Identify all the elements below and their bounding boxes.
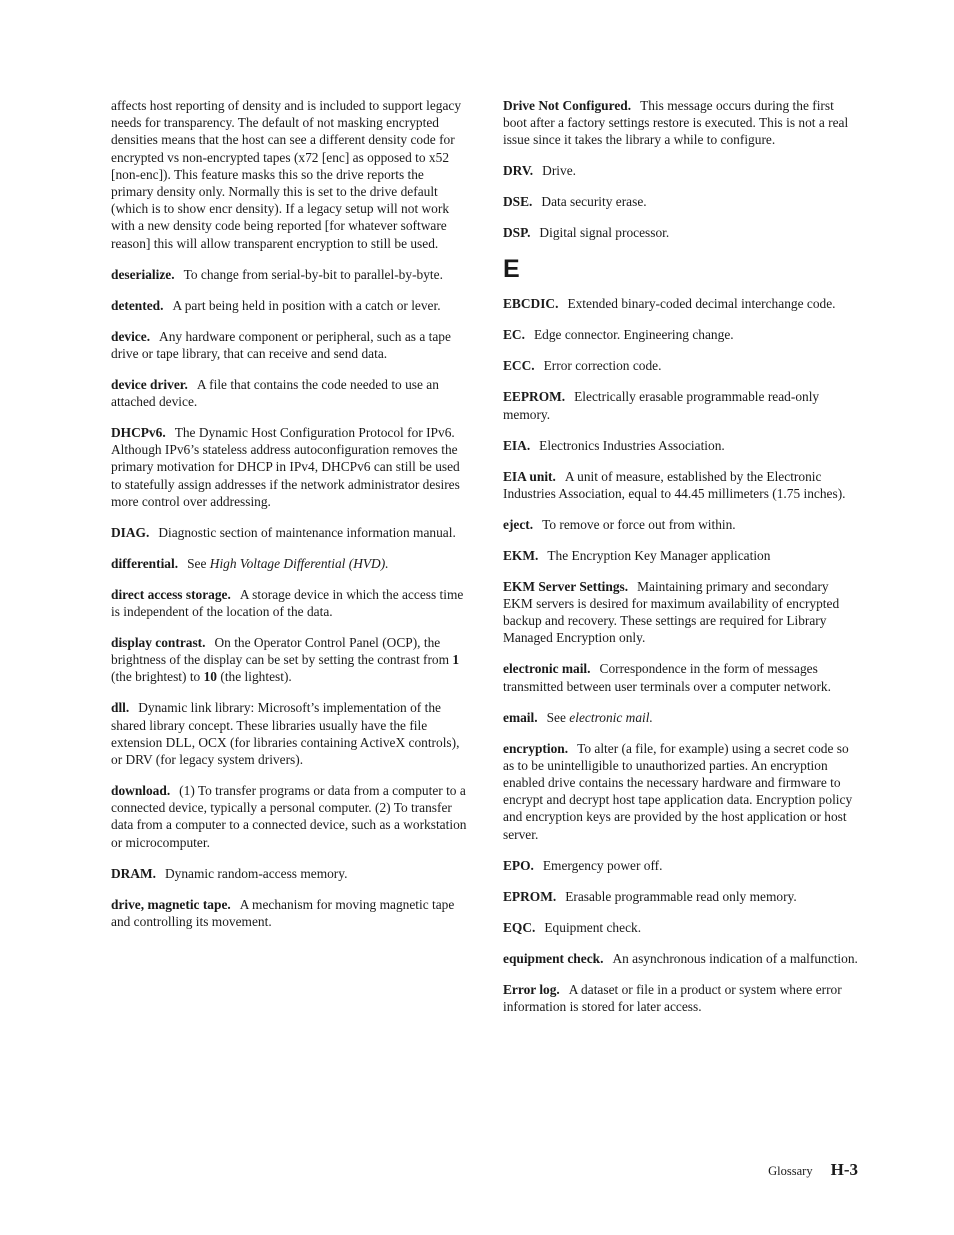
- entry-term: detented.: [111, 297, 164, 313]
- entry-term: encryption.: [503, 740, 569, 756]
- glossary-entry-device: [111, 328, 467, 362]
- glossary-entry-drive-not-configured: [503, 97, 859, 149]
- entry-definition: A file that contains the code needed to use an attached device.: [111, 376, 439, 410]
- entry-definition: Error correction code.: [543, 358, 662, 374]
- contrast-max-value: 10: [203, 669, 217, 685]
- entry-term: EC.: [503, 327, 525, 343]
- glossary-entry-direct-access-storage: [111, 586, 467, 620]
- glossary-entry-diag: [111, 524, 467, 541]
- cross-reference-link: High Voltage Differential (HVD).: [209, 555, 389, 571]
- glossary-entry-dsp: [503, 224, 859, 241]
- entry-term: EQC.: [503, 919, 536, 935]
- entry-definition: (the lightest).: [220, 669, 292, 685]
- entry-term: download.: [111, 783, 171, 799]
- entry-term: EIA unit.: [503, 468, 556, 484]
- entry-term: DRAM.: [111, 865, 156, 881]
- entry-term: display contrast.: [111, 635, 206, 651]
- entry-term: EBCDIC.: [503, 296, 559, 312]
- entry-definition: Drive.: [542, 163, 577, 179]
- entry-term: differential.: [111, 555, 179, 571]
- entry-definition: Erasable programmable read only memory.: [565, 888, 797, 904]
- glossary-entry-drv: [503, 162, 859, 179]
- page-footer: [768, 1160, 858, 1180]
- entry-term: DSE.: [503, 194, 533, 210]
- glossary-entry-differential: [111, 555, 467, 572]
- entry-definition: Dynamic random-access memory.: [165, 865, 348, 881]
- entry-definition: Dynamic link library: Microsoft’s implementation of the shared library concept. These libraries usually have the file extension DLL, OCX (for libraries containing ActiveX controls), or DRV (for legacy system drivers).: [111, 700, 460, 768]
- entry-term: deserialize.: [111, 266, 175, 282]
- entry-definition: Emergency power off.: [542, 857, 663, 873]
- glossary-entry-eqc: [503, 919, 859, 936]
- entry-definition: A storage device in which the access time is independent of the location of the data.: [111, 586, 464, 620]
- footer-section-label: Glossary: [768, 1164, 813, 1178]
- entry-definition: Electrically erasable programmable read-only memory.: [503, 389, 820, 422]
- glossary-entry-display-contrast: [111, 634, 467, 686]
- glossary-entry-eject: [503, 516, 859, 533]
- glossary-entry-ekm-server-settings: [503, 578, 859, 647]
- entry-definition: To change from serial-by-bit to parallel-by-byte.: [183, 266, 443, 282]
- entry-definition: A unit of measure, established by the Electronic Industries Association, equal to 44.45 millimeters (1.75 inches).: [503, 468, 846, 501]
- entry-term: dll.: [111, 700, 130, 716]
- entry-term: EIA.: [503, 437, 531, 453]
- glossary-entry-ecc: [503, 357, 859, 374]
- entry-term: ECC.: [503, 358, 535, 374]
- entry-definition: Digital signal processor.: [539, 225, 670, 241]
- contrast-min-value: 1: [452, 652, 460, 668]
- entry-definition: To remove or force out from within.: [542, 516, 736, 532]
- entry-definition: Diagnostic section of maintenance information manual.: [158, 524, 456, 540]
- entry-term: electronic mail.: [503, 661, 591, 677]
- glossary-entry-dram: [111, 865, 467, 882]
- glossary-entry-eeprom: [503, 388, 859, 422]
- entry-definition: Equipment check.: [544, 919, 642, 935]
- glossary-entry-ec: [503, 326, 859, 343]
- entry-term: eject.: [503, 516, 534, 532]
- entry-definition: A part being held in position with a catch or lever.: [172, 297, 441, 313]
- entry-term: drive, magnetic tape.: [111, 896, 231, 912]
- glossary-entry-epo: [503, 857, 859, 874]
- entry-definition: Data security erase.: [541, 194, 647, 210]
- entry-term: EEPROM.: [503, 389, 566, 405]
- entry-term: equipment check.: [503, 950, 604, 966]
- glossary-entry-ebcdic: [503, 295, 859, 312]
- entry-definition: A dataset or file in a product or system where error information is stored for later access.: [503, 981, 842, 1014]
- glossary-entry-eia: [503, 437, 859, 454]
- entry-definition: Any hardware component or peripheral, such as a tape drive or tape library, that can receive and send data.: [111, 328, 451, 361]
- entry-definition: The Dynamic Host Configuration Protocol for IPv6. Although IPv6’s stateless address autoconfiguration removes the primary motivation for DHCP in IPv4, DHCPv6 can still be used to statefully assign addresses if the network administrator desires more control over addressing.: [111, 425, 460, 509]
- entry-term: DSP.: [503, 225, 531, 241]
- entry-definition: (1) To transfer programs or data from a computer to a connected device, typically a personal computer. (2) To transfer data from a computer to a connected device, such as a workstation or microcomputer.: [111, 783, 467, 850]
- entry-term: DRV.: [503, 163, 534, 179]
- entry-term: EPROM.: [503, 888, 557, 904]
- right-column: [503, 97, 859, 1029]
- glossary-entry-dll: [111, 699, 467, 768]
- cross-reference-link: electronic mail.: [569, 709, 653, 725]
- page-number: H-3: [830, 1160, 858, 1179]
- glossary-entry-eia-unit: [503, 468, 859, 502]
- entry-term: direct access storage.: [111, 586, 231, 602]
- glossary-entry-error-log: [503, 981, 859, 1015]
- left-column: [111, 97, 467, 944]
- entry-definition: The Encryption Key Manager application: [547, 547, 771, 563]
- glossary-entry-download: [111, 782, 467, 851]
- section-heading-e: E: [503, 255, 520, 284]
- glossary-entry-equipment-check: [503, 950, 859, 967]
- glossary-entry-ekm: [503, 547, 859, 564]
- entry-definition: Edge connector. Engineering change.: [533, 327, 734, 343]
- glossary-entry-electronic-mail: [503, 660, 859, 694]
- entry-definition-prefix: See: [546, 709, 566, 725]
- glossary-entry-deserialize: [111, 266, 467, 283]
- entry-definition: To alter (a file, for example) using a secret code so as to be unintelligible to unauthorized parties. An encryption enabled drive contains the necessary hardware and firmware to encrypt and decrypt host tape application data. Encryption policy and encryption keys are provided by the host application or host server.: [503, 740, 853, 842]
- glossary-entry-dhcpv6: [111, 424, 467, 510]
- entry-definition: Correspondence in the form of messages transmitted between user terminals over a computer network.: [503, 661, 831, 694]
- entry-definition: On the Operator Control Panel (OCP), the brightness of the display can be set by setting the contrast from: [111, 635, 450, 668]
- glossary-entry-drive-magnetic-tape: [111, 896, 467, 930]
- entry-definition: A mechanism for moving magnetic tape and controlling its movement.: [111, 896, 455, 929]
- entry-term: Drive Not Configured.: [503, 98, 632, 113]
- entry-definition: Electronics Industries Association.: [539, 437, 725, 453]
- glossary-entry-encryption: [503, 740, 859, 843]
- entry-definition: An asynchronous indication of a malfunction.: [612, 950, 858, 966]
- glossary-entry-email: [503, 709, 859, 726]
- entry-term: email.: [503, 709, 538, 725]
- entry-term: EPO.: [503, 857, 534, 873]
- entry-term: EKM.: [503, 547, 539, 563]
- entry-term: Error log.: [503, 981, 560, 997]
- continuation-paragraph: affects host reporting of density and is included to support legacy needs for transparency. The default of not masking encrypted densities means that the host can see a different density code for encrypted vs non-encrypted tapes (x72 [enc] as opposed to x52 [non-enc]). This feature masks this so the drive reports the primary density only. Normally this is set to the drive default (which is to show encr density). If a legacy setup will not work with a new density code being reported [for whatever software reason] this will allow transparent encryption to still be used.: [111, 98, 462, 251]
- glossary-entry-eprom: [503, 888, 859, 905]
- entry-definition: This message occurs during the first boot after a factory settings restore is executed. This is not a real issue since it takes the library a while to configure.: [503, 98, 849, 148]
- glossary-entry-device-driver: [111, 376, 467, 410]
- entry-term: EKM Server Settings.: [503, 578, 629, 594]
- entry-term: device driver.: [111, 376, 188, 392]
- entry-term: DIAG.: [111, 524, 150, 540]
- glossary-entry-detented: [111, 297, 467, 314]
- entry-definition-prefix: See: [187, 555, 207, 571]
- entry-definition: (the brightest) to: [111, 669, 201, 685]
- entry-definition: Maintaining primary and secondary EKM servers is desired for maximum availability of encrypted backup and recovery. These settings are required for Library Managed Encryption only.: [503, 578, 840, 646]
- entry-term: device.: [111, 328, 151, 344]
- glossary-entry-dse: [503, 193, 859, 210]
- entry-definition: Extended binary-coded decimal interchange code.: [567, 296, 836, 312]
- entry-term: DHCPv6.: [111, 425, 166, 441]
